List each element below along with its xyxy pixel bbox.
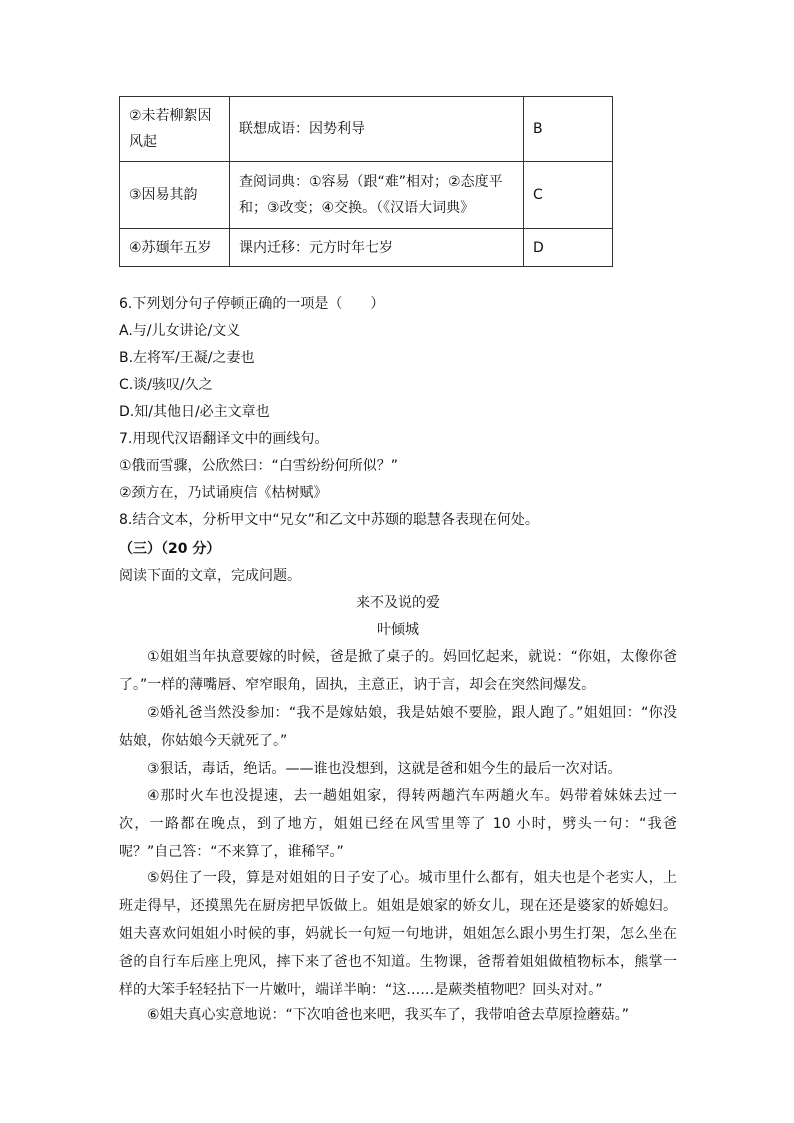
section-heading: （三）（20 分） <box>119 541 221 557</box>
article-paragraph-3: ③狠话，毒话，绝话。——谁也没想到，这就是爸和姐今生的最后一次对话。 <box>147 761 622 777</box>
article-paragraph-4: ④那时火车也没提速，去一趟姐姐家，得转两趟汽车两趟火车。妈带着妹妹去过一次，一路都在晚点，到了地方，姐姐已经在风雪里等了 10 小时，劈头一句：“我爸呢？”自己答：“不来算了，谁稀罕。” <box>119 788 677 860</box>
question-6-option-c: C.谈/骇叹/久之 <box>119 377 213 393</box>
question-6-option-a: A.与/儿女讲论/文义 <box>119 323 241 339</box>
article-paragraph-5: ⑤妈住了一段，算是对姐姐的日子安了心。城市里什么都有，姐夫也是个老实人，上班走得早，还摸黑先在厨房把早饭做上。姐姐是娘家的娇女儿，现在还是婆家的娇媳妇。姐夫喜欢问姐姐小时候的事，妈就长一句短一句地讲，姐姐怎么跟小男生打架，怎么坐在爸的自行车后座上兜风，摔下来了爸也不知道。生物课，爸帮着姐姐做植物标本，熊掌一样的大笨手轻轻拈下一片嫩叶，端详半晌：“这……是蕨类植物吧？回头对对。” <box>119 870 677 998</box>
question-6-option-b: B.左将军/王凝/之妻也 <box>119 350 255 366</box>
question-6: 6.下列划分句子停顿正确的一项是（ ） <box>119 296 385 312</box>
table-cell-term: ②未若柳絮因风起 <box>120 97 230 162</box>
article-paragraph-1: ①姐姐当年执意要嫁的时候，爸是掀了桌子的。妈回忆起来，就说：“你姐，太像你爸了。”一样的薄嘴唇、窄窄眼角，固执，主意正，讷于言，却会在突然间爆发。 <box>119 649 677 693</box>
article-paragraph-2: ②婚礼爸当然没参加：“我不是嫁姑娘，我是姑娘不要脸，跟人跑了。”姐姐回：“你没姑娘，你姑娘今天就死了。” <box>119 705 677 749</box>
table-cell-method: 联想成语：因势利导 <box>230 97 524 162</box>
article-paragraph-6: ⑥姐夫真心实意地说：“下次咱爸也来吧，我买车了，我带咱爸去草原捡蘑菇。” <box>147 1007 630 1023</box>
table-cell-method: 课内迁移：元方时年七岁 <box>230 229 524 267</box>
table-cell-answer: C <box>524 162 613 229</box>
reading-instruction: 阅读下面的文章，完成问题。 <box>119 568 301 584</box>
table-cell-answer: B <box>524 97 613 162</box>
table-row <box>120 162 613 229</box>
question-8: 8.结合文本，分析甲文中“兄女”和乙文中苏颋的聪慧各表现在何处。 <box>119 512 539 528</box>
article-title: 来不及说的爱 <box>356 595 440 611</box>
question-7: 7.用现代汉语翻译文中的画线句。 <box>119 431 329 447</box>
reference-table <box>119 96 613 267</box>
table-row <box>120 229 613 267</box>
table-cell-method: 查阅词典：①容易（跟“难”相对；②态度平和；③改变；④交换。（《汉语大词典》 <box>230 162 524 229</box>
table-cell-answer: D <box>524 229 613 267</box>
article-author: 叶倾城 <box>377 622 419 638</box>
question-6-option-d: D.知/其他日/必主文章也 <box>119 404 270 420</box>
table-cell-term: ④苏颋年五岁 <box>120 229 230 267</box>
table-row <box>120 97 613 162</box>
question-7-item-2: ②颈方在，乃试诵庾信《枯树赋》 <box>119 485 328 501</box>
question-7-item-1: ①俄而雪骤，公欣然曰：“白雪纷纷何所似？” <box>119 458 399 474</box>
table-cell-term: ③因易其韵 <box>120 162 230 229</box>
